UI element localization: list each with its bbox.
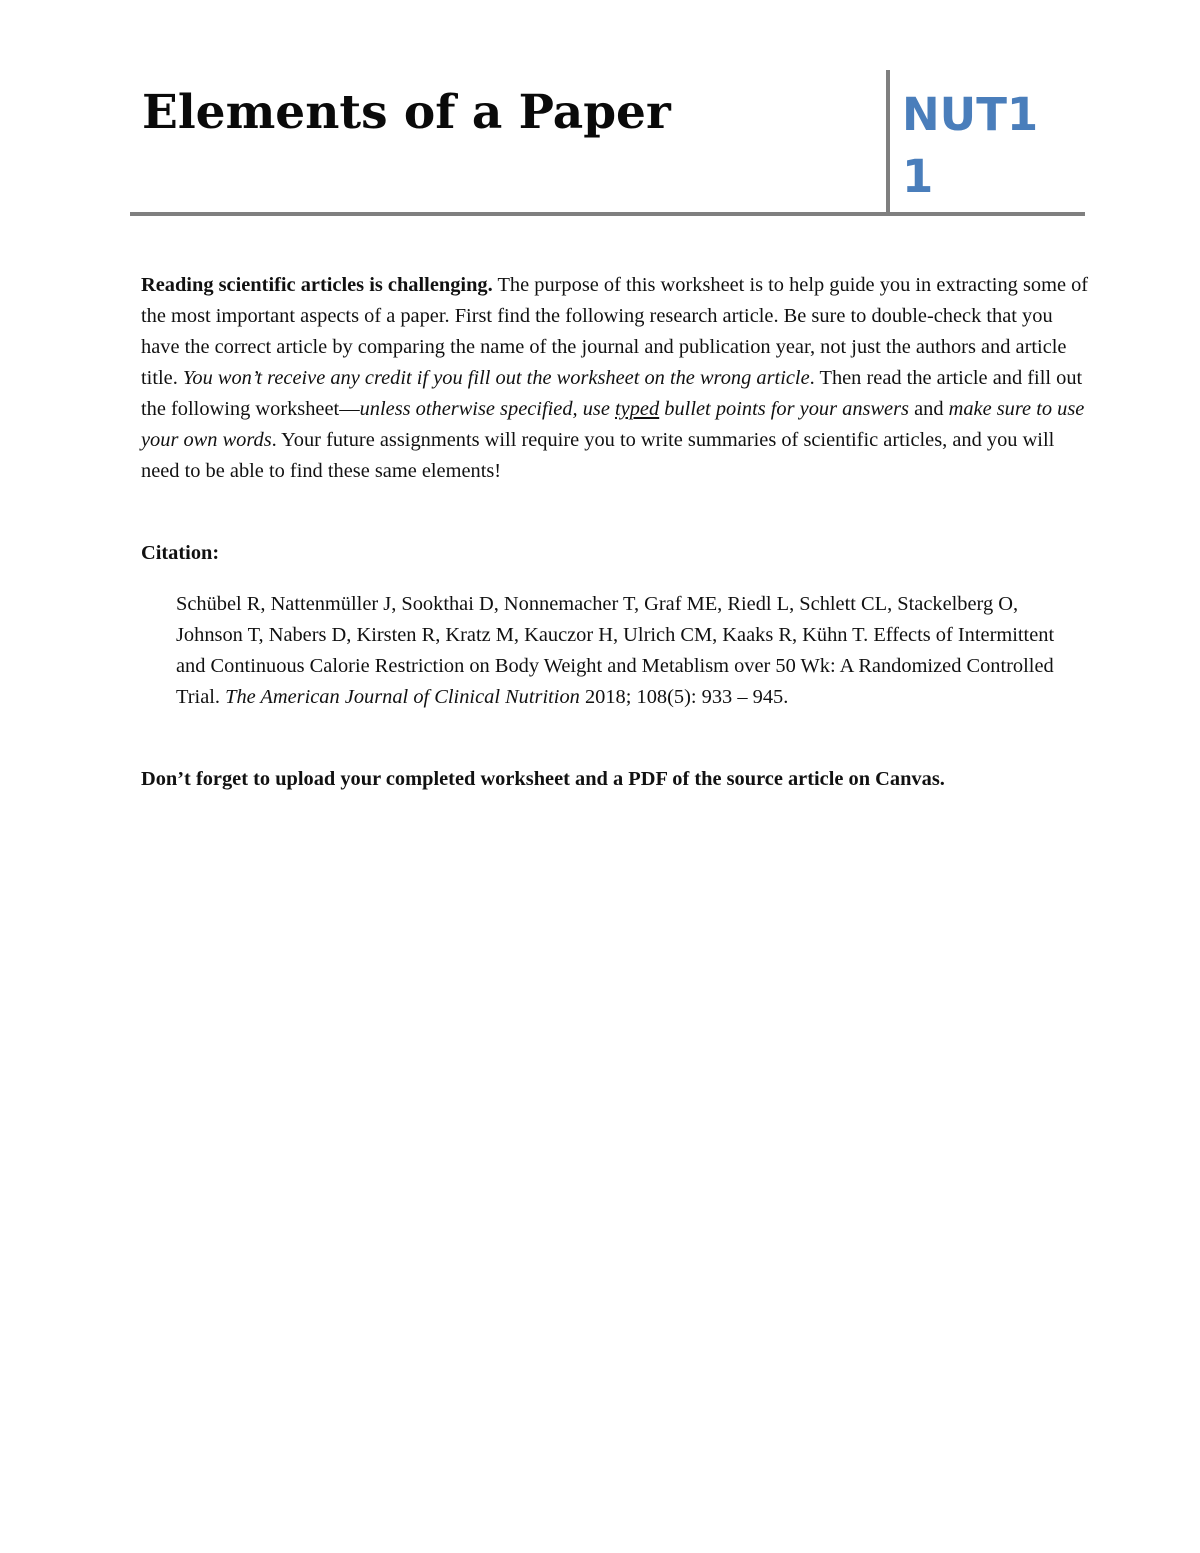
intro-instruction-underlined: typed	[615, 398, 660, 420]
intro-text-4: . Your future assignments will require you to write summaries of scientific articles, and you will need to be able to find these same elements!	[141, 429, 1055, 482]
course-code: NUT11	[902, 88, 1039, 203]
intro-instruction-b: bullet points for your answers	[659, 398, 909, 420]
citation-authors-title: Schübel R, Nattenmüller J, Sookthai D, Nonnemacher T, Graf ME, Riedl L, Schlett CL, Stackelberg O, Johnson T, Nabers D, Kirsten R, Kratz M, Kauczor H, Ulrich CM, Kaaks R, Kühn T. Effects of Intermittent and Continuous Calorie Restriction on Body Weight and Metablism over 50 Wk: A Randomized Controlled Trial.	[176, 593, 1055, 708]
citation-reference	[176, 589, 1056, 713]
header-vertical-divider	[886, 70, 890, 216]
intro-text-3: and	[908, 398, 949, 420]
intro-lead: Reading scientific articles is challenging.	[141, 274, 493, 296]
intro-instruction-a: unless otherwise specified, use	[359, 398, 616, 420]
intro-warning: You won’t receive any credit if you fill out the worksheet on the wrong article	[182, 367, 810, 389]
header-horizontal-divider	[130, 212, 1085, 216]
page-title: Elements of a Paper	[142, 85, 671, 140]
intro-instruction-c: make sure to use your own words	[141, 398, 1085, 451]
citation-details: 2018; 108(5): 933 – 945.	[579, 686, 789, 708]
upload-reminder: Don’t forget to upload your completed worksheet and a PDF of the source article on Canvas.	[141, 768, 945, 790]
citation-journal: The American Journal of Clinical Nutrition	[225, 686, 580, 708]
intro-paragraph	[141, 270, 1096, 487]
citation-heading: Citation:	[141, 542, 220, 564]
intro-text-1: The purpose of this worksheet is to help guide you in extracting some of the most important aspects of a paper. First find the following research article. Be sure to double-check that you have the correct article by comparing the name of the journal and publication year, not just the authors and article title.	[141, 274, 1089, 389]
intro-text-2: . Then read the article and fill out the following worksheet—	[141, 367, 1083, 420]
